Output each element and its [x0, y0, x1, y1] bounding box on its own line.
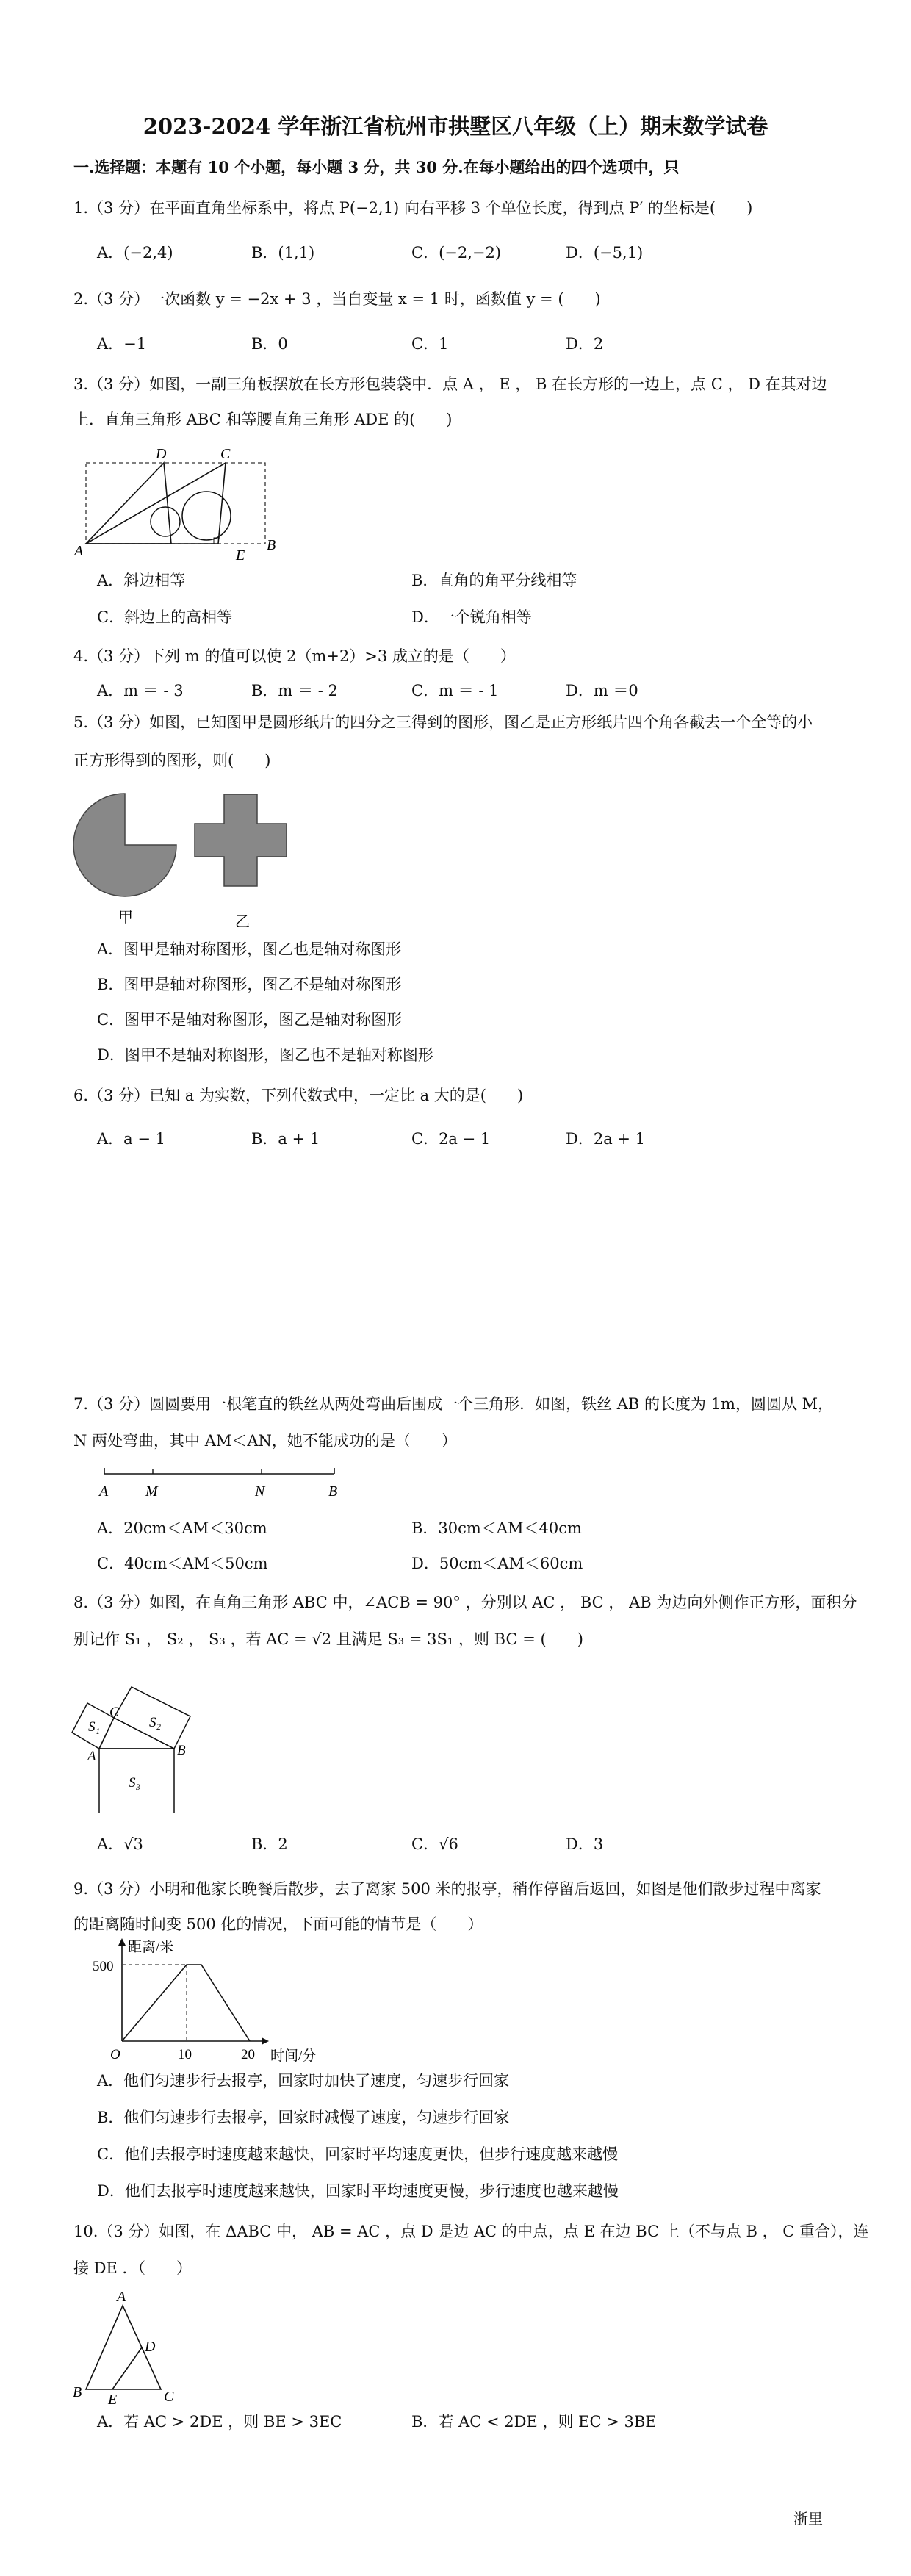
question-9-stem-line-2: 的距离随时间变 500 化的情况，下面可能的情节是（ ）: [73, 1915, 483, 1933]
question-9-option-d[interactable]: D．他们去报亭时速度越来越快，回家时平均速度更慢，步行速度也越来越慢: [97, 2182, 619, 2200]
figure-label-s3: S₃: [129, 1775, 141, 1791]
question-1-option-d[interactable]: D．(−5,1): [566, 244, 644, 262]
question-4-option-c[interactable]: C．m ＝ - 1: [411, 682, 499, 699]
question-10-option-b[interactable]: B．若 AC < 2DE ，则 EC > 3BE: [411, 2413, 657, 2431]
question-8-option-d[interactable]: D．3: [566, 1835, 604, 1853]
figure-label-d: D: [145, 2339, 156, 2355]
question-9-option-a[interactable]: A．他们匀速步行去报亭，回家时加快了速度，匀速步行回家: [97, 2072, 510, 2090]
question-3-option-b[interactable]: B．直角的角平分线相等: [411, 572, 577, 589]
figure-label-a: A: [117, 2289, 126, 2305]
question-2-option-b[interactable]: B．0: [251, 335, 288, 353]
question-6-option-b[interactable]: B．a + 1: [251, 1130, 320, 1148]
question-3-option-a[interactable]: A．斜边相等: [97, 572, 186, 589]
question-8-stem-line-2: 别记作 S₁ ， S₂ ， S₃ ，若 AC = √2 且满足 S₃ = 3S₁ ，则 BC = ( ): [73, 1630, 583, 1648]
question-7-stem-line-2: N 两处弯曲，其中 AM＜AN，她不能成功的是（ ）: [73, 1432, 457, 1450]
question-7-option-c[interactable]: C．40cm＜AM＜50cm: [97, 1555, 268, 1572]
question-7-option-d[interactable]: D．50cm＜AM＜60cm: [411, 1555, 583, 1572]
question-7-option-a[interactable]: A．20cm＜AM＜30cm: [97, 1519, 267, 1537]
question-5-option-a[interactable]: A．图甲是轴对称图形，图乙也是轴对称图形: [97, 940, 402, 958]
figure-label-e: E: [108, 2392, 118, 2404]
graph-ylabel: 距离/米: [128, 1940, 174, 1955]
question-5-stem-line-1: 5.（3 分）如图，已知图甲是圆形纸片的四分之三得到的图形，图乙是正方形纸片四个角各截去一个全等的小: [73, 713, 813, 731]
question-5-stem-line-2: 正方形得到的图形，则( ): [73, 752, 271, 769]
figure-label-b: B: [267, 537, 276, 553]
section-heading: 一.选择题：本题有 10 个小题，每小题 3 分，共 30 分.在每小题给出的四个选项中，只: [73, 158, 680, 176]
question-8-option-c[interactable]: C．√6: [411, 1835, 458, 1853]
question-3-stem-line-2: 上．直角三角形 ABC 和等腰直角三角形 ADE 的( ): [73, 411, 453, 428]
page-title: 2023-2024 学年浙江省杭州市拱墅区八年级（上）期末数学试卷: [143, 114, 768, 139]
question-7-stem-line-1: 7.（3 分）圆圆要用一根笔直的铁丝从两处弯曲后围成一个三角形．如图，铁丝 AB 的长度为 1m，圆圆从 M，: [73, 1395, 834, 1413]
question-6-option-d[interactable]: D．2a + 1: [566, 1130, 646, 1148]
question-9-option-b[interactable]: B．他们匀速步行去报亭，回家时减慢了速度，匀速步行回家: [97, 2109, 510, 2126]
graph-xtick-20: 20: [241, 2047, 255, 2062]
figure-label-yi: 乙: [235, 914, 250, 930]
question-2-option-d[interactable]: D．2: [566, 335, 604, 353]
question-3-option-d[interactable]: D．一个锐角相等: [411, 608, 532, 626]
question-3-option-c[interactable]: C．斜边上的高相等: [97, 608, 233, 626]
figure-label-s2: S₂: [149, 1715, 162, 1730]
figure-label-e: E: [236, 547, 245, 564]
figure-label-a: A: [87, 1749, 96, 1764]
question-4-option-b[interactable]: B．m ＝ - 2: [251, 682, 338, 699]
question-1-option-c[interactable]: C．(−2,−2): [411, 244, 502, 262]
question-4-stem: 4.（3 分）下列 m 的值可以使 2（m+2）>3 成立的是（ ）: [73, 647, 516, 665]
graph-xlabel: 时间/分: [270, 2048, 317, 2064]
figure-label-jia: 甲: [118, 910, 133, 926]
question-8-figure: [70, 1659, 217, 1813]
figure-label-d: D: [156, 446, 167, 462]
question-5-figure: [70, 790, 312, 933]
question-2-option-c[interactable]: C．1: [411, 335, 449, 353]
figure-label-c: C: [109, 1705, 119, 1720]
question-8-stem-line-1: 8.（3 分）如图，在直角三角形 ABC 中，∠ACB = 90° ，分别以 AC ， BC ， AB 为边向外侧作正方形，面积分: [73, 1594, 857, 1611]
figure-label-a: A: [74, 543, 84, 559]
question-6-stem: 6.（3 分）已知 a 为实数，下列代数式中，一定比 a 大的是( ): [73, 1087, 524, 1104]
question-10-figure: [70, 2287, 195, 2404]
question-6-option-c[interactable]: C．2a − 1: [411, 1130, 491, 1148]
question-10-stem-line-2: 接 DE ．（ ）: [73, 2259, 192, 2277]
figure-label-b: B: [73, 2384, 82, 2400]
figure-label-b: B: [177, 1743, 186, 1758]
question-3-stem-line-1: 3.（3 分）如图，一副三角板摆放在长方形包装袋中．点 A ， E ， B 在长方形的一边上，点 C ， D 在其对边: [73, 375, 827, 393]
figure-label-c: C: [164, 2389, 174, 2404]
question-1-option-a[interactable]: A．(−2,4): [97, 244, 173, 262]
figure-label-c: C: [220, 446, 231, 462]
question-2-stem: 2.（3 分）一次函数 y = −2x + 3 ，当自变量 x = 1 时，函数值 y = ( ): [73, 290, 601, 308]
graph-origin: O: [110, 2047, 120, 2062]
question-3-figure: [70, 441, 290, 566]
question-1-option-b[interactable]: B．(1,1): [251, 244, 315, 262]
question-7-option-b[interactable]: B．30cm＜AM＜40cm: [411, 1519, 582, 1537]
question-5-option-c[interactable]: C．图甲不是轴对称图形，图乙是轴对称图形: [97, 1011, 403, 1029]
question-8-option-a[interactable]: A．√3: [97, 1835, 143, 1853]
question-4-option-d[interactable]: D．m ＝0: [566, 682, 638, 699]
figure-label-m: M: [145, 1483, 158, 1500]
figure-label-n: N: [255, 1483, 265, 1500]
figure-label-b: B: [328, 1483, 338, 1500]
question-2-option-a[interactable]: A．−1: [97, 335, 147, 353]
page-footer: 浙里: [793, 2510, 823, 2528]
question-10-option-a[interactable]: A．若 AC > 2DE ，则 BE > 3EC: [97, 2413, 342, 2431]
graph-ytick-500: 500: [93, 1959, 114, 1974]
question-8-option-b[interactable]: B．2: [251, 1835, 288, 1853]
graph-xtick-10: 10: [178, 2047, 192, 2062]
question-1-stem: 1.（3 分）在平面直角坐标系中，将点 P(−2,1) 向右平移 3 个单位长度，得到点 P′ 的坐标是( ): [73, 199, 753, 217]
question-10-stem-line-1: 10.（3 分）如图，在 ΔABC 中， AB = AC ，点 D 是边 AC 的中点，点 E 在边 BC 上（不与点 B ， C 重合），连: [73, 2223, 869, 2240]
question-4-option-a[interactable]: A．m ＝ - 3: [97, 682, 184, 699]
figure-label-a: A: [99, 1483, 109, 1500]
question-9-graph: [88, 1937, 353, 2065]
question-7-figure: [88, 1459, 353, 1503]
figure-label-s1: S₁: [88, 1719, 101, 1735]
question-9-option-c[interactable]: C．他们去报亭时速度越来越快，回家时平均速度更快，但步行速度越来越慢: [97, 2145, 619, 2163]
question-6-option-a[interactable]: A．a − 1: [97, 1130, 165, 1148]
question-5-option-d[interactable]: D．图甲不是轴对称图形，图乙也不是轴对称图形: [97, 1046, 433, 1064]
question-9-stem-line-1: 9.（3 分）小明和他家长晚餐后散步，去了离家 500 米的报亭，稍作停留后返回，如图是他们散步过程中离家: [73, 1880, 821, 1898]
question-5-option-b[interactable]: B．图甲是轴对称图形，图乙不是轴对称图形: [97, 976, 402, 993]
